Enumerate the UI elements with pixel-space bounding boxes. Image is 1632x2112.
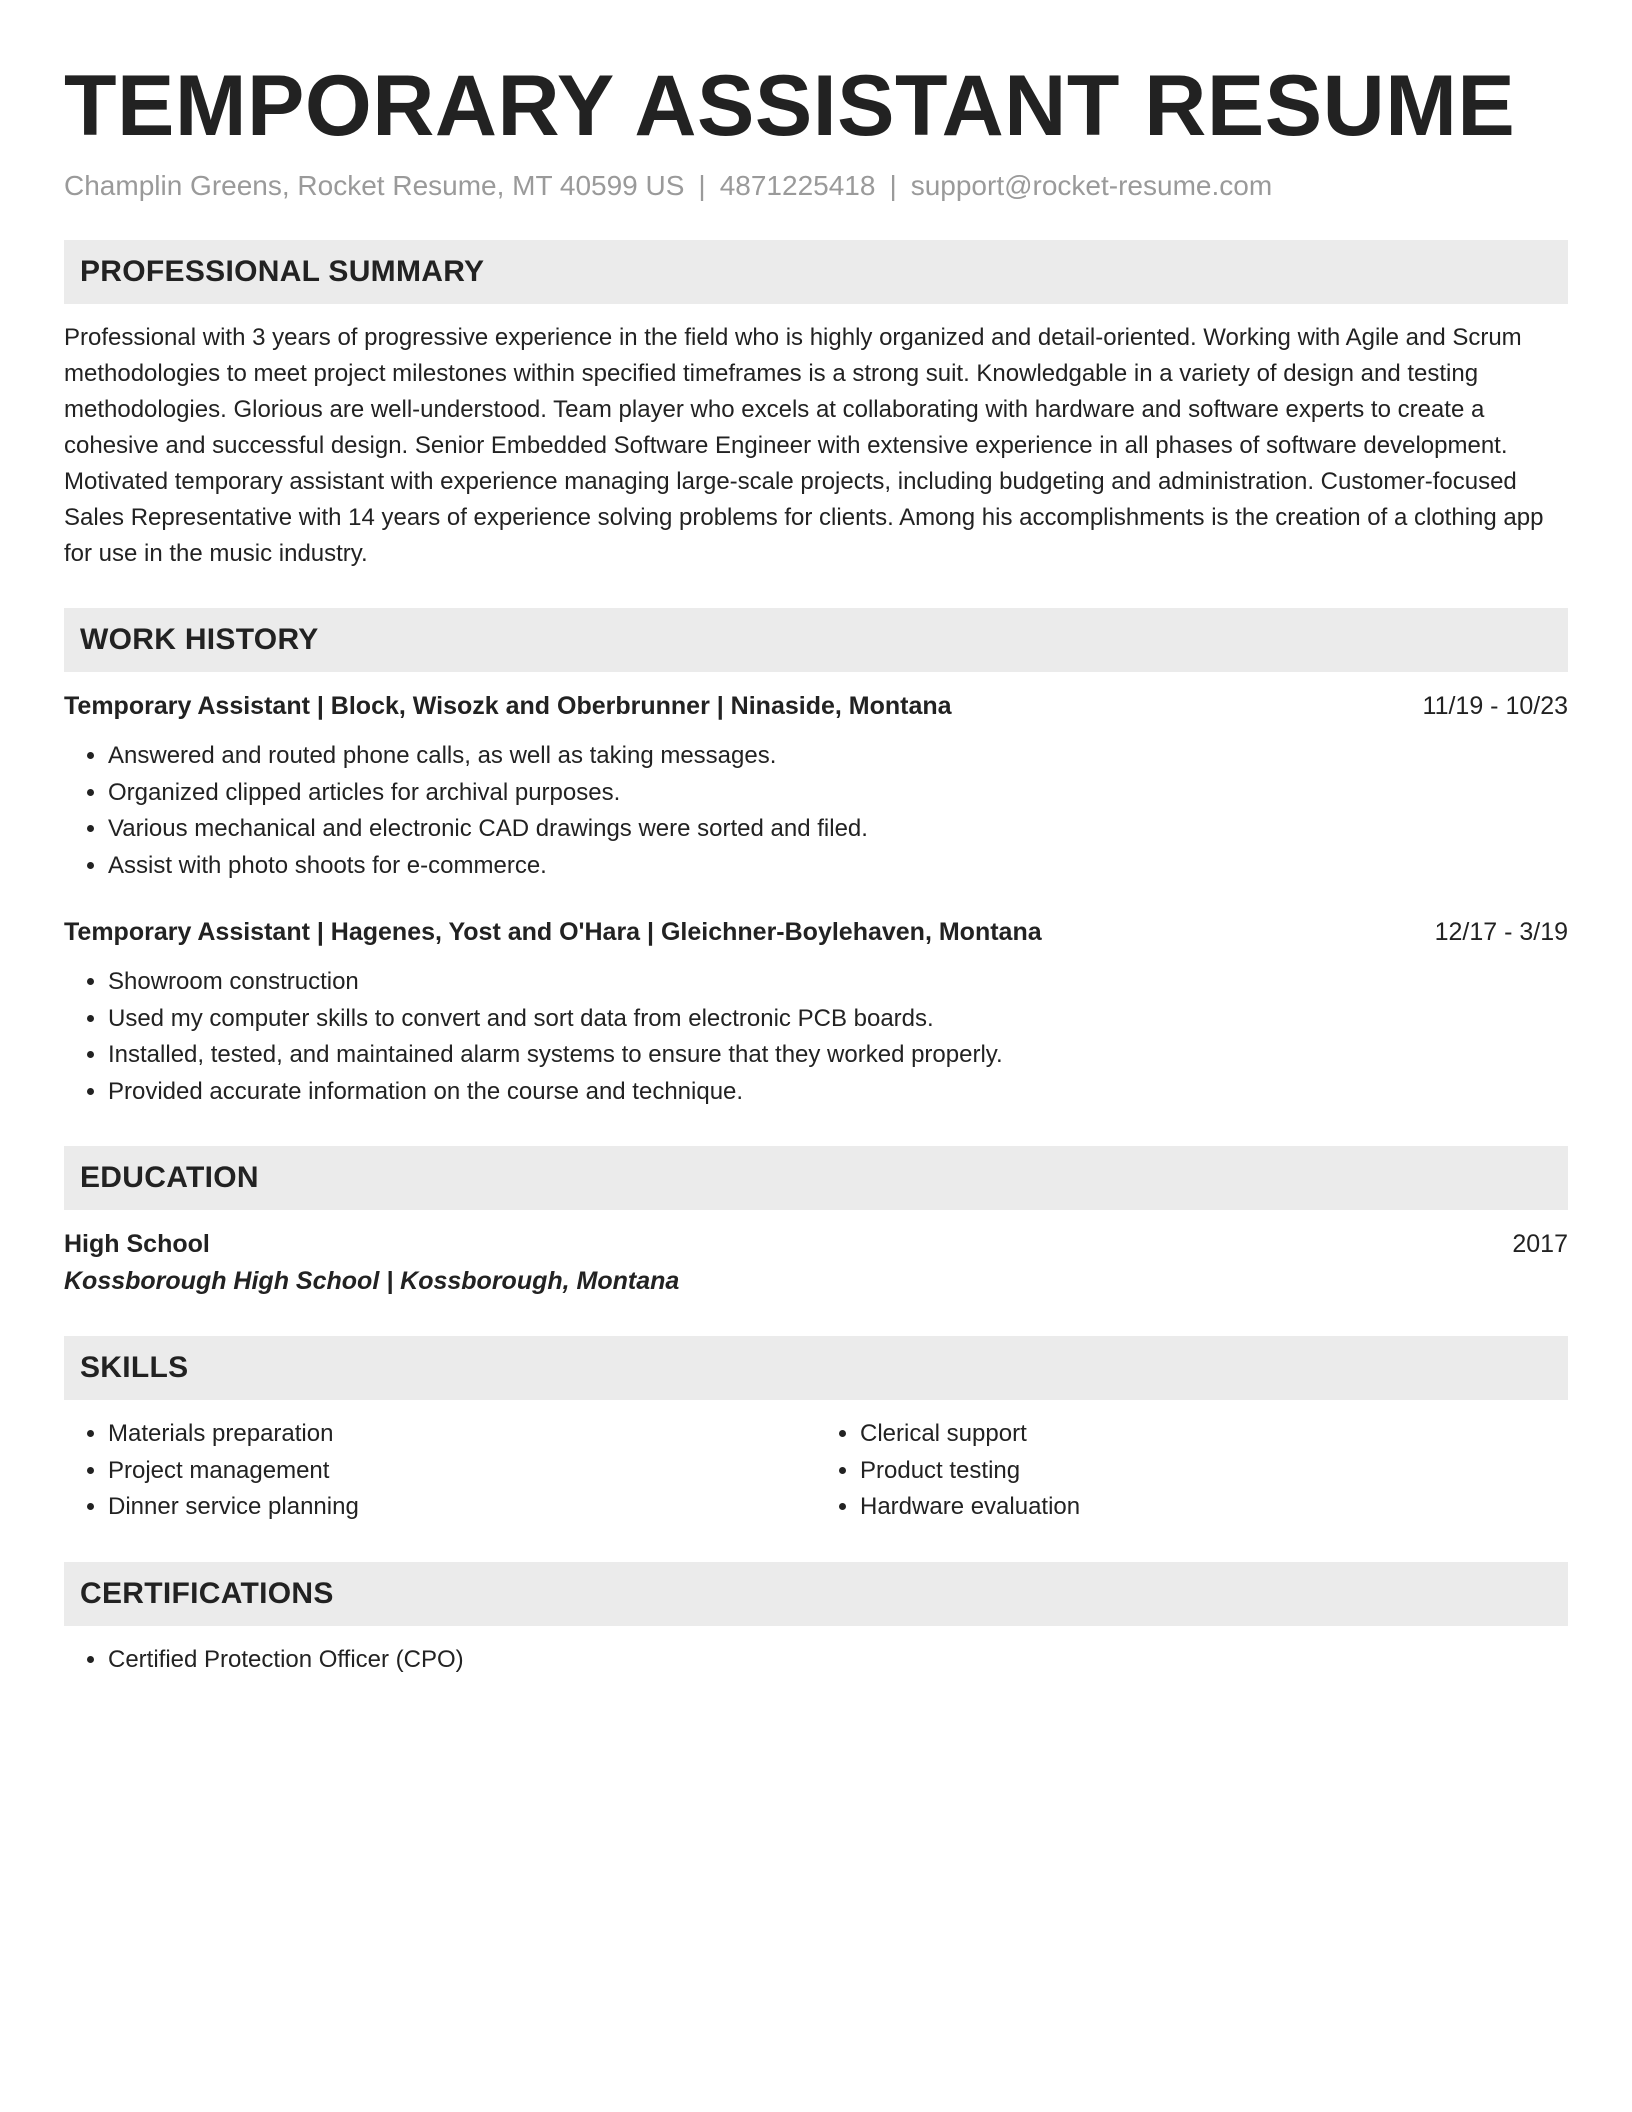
skills-list bbox=[64, 1416, 816, 1526]
certifications-section bbox=[64, 1562, 1568, 1679]
job-bullet: • Installed, tested, and maintained alarm systems to ensure that they worked properly. bbox=[108, 1037, 1568, 1074]
skill-item: • Project management bbox=[108, 1453, 816, 1490]
contact-line bbox=[64, 168, 1568, 204]
job-header bbox=[64, 688, 1568, 724]
summary-heading: PROFESSIONAL SUMMARY bbox=[64, 240, 1568, 304]
contact-phone: 4871225418 bbox=[719, 170, 876, 201]
education-degree: High School bbox=[64, 1230, 210, 1258]
job-header bbox=[64, 914, 1568, 950]
education-entry bbox=[64, 1226, 1568, 1300]
skill-item: • Hardware evaluation bbox=[860, 1489, 1568, 1526]
job-bullet: • Various mechanical and electronic CAD drawings were sorted and filed. bbox=[108, 811, 1568, 848]
skill-item: • Clerical support bbox=[860, 1416, 1568, 1453]
job-bullet: • Organized clipped articles for archival purposes. bbox=[108, 775, 1568, 812]
job-bullets bbox=[64, 738, 1568, 884]
education-school: Kossborough High School | Kossborough, Montana bbox=[64, 1267, 680, 1295]
contact-separator: | bbox=[889, 170, 897, 201]
job-dates: 11/19 - 10/23 bbox=[1422, 692, 1568, 720]
work-history-section bbox=[64, 608, 1568, 1110]
skills-heading: SKILLS bbox=[64, 1336, 1568, 1400]
contact-separator: | bbox=[698, 170, 706, 201]
job-bullet: • Used my computer skills to convert and sort data from electronic PCB boards. bbox=[108, 1001, 1568, 1038]
work-history-heading: WORK HISTORY bbox=[64, 608, 1568, 672]
job-bullet: • Showroom construction bbox=[108, 964, 1568, 1001]
skill-item: • Dinner service planning bbox=[108, 1489, 816, 1526]
job-entry bbox=[64, 914, 1568, 1110]
job-title: Temporary Assistant | Block, Wisozk and Oberbrunner | Ninaside, Montana bbox=[64, 692, 952, 720]
certification-item: • Certified Protection Officer (CPO) bbox=[108, 1642, 1568, 1679]
resume-title: TEMPORARY ASSISTANT RESUME bbox=[64, 58, 1516, 154]
skills-list bbox=[816, 1416, 1568, 1526]
skill-item: • Materials preparation bbox=[108, 1416, 816, 1453]
job-bullet: • Provided accurate information on the course and technique. bbox=[108, 1074, 1568, 1111]
contact-email: support@rocket-resume.com bbox=[910, 170, 1273, 201]
skills-section bbox=[64, 1336, 1568, 1526]
education-heading: EDUCATION bbox=[64, 1146, 1568, 1210]
summary-section bbox=[64, 240, 1568, 572]
skills-columns bbox=[64, 1416, 1568, 1526]
skills-column-right bbox=[816, 1416, 1568, 1526]
education-section bbox=[64, 1146, 1568, 1300]
job-dates: 12/17 - 3/19 bbox=[1434, 918, 1568, 946]
summary-text: Professional with 3 years of progressive experience in the field who is highly organized and detail-oriented. Working with Agile and Scrum methodologies to meet project milestones within specified timeframes is a strong suit. Knowledgable in a variety of design and testing methodologies. Glorious are well-understood. Team player who excels at collaborating with hardware and software experts to create a cohesive and successful design. Senior Embedded Software Engineer with extensive experience in all phases of software development. Motivated temporary assistant with experience managing large-scale projects, including budgeting and administration. Customer-focused Sales Representative with 14 years of experience solving problems for clients. Among his accomplishments is the creation of a clothing app for use in the music industry. bbox=[64, 324, 1544, 567]
job-entry bbox=[64, 688, 1568, 884]
skills-column-left bbox=[64, 1416, 816, 1526]
contact-address: Champlin Greens, Rocket Resume, MT 40599 US bbox=[64, 170, 685, 201]
education-header bbox=[64, 1226, 1568, 1262]
job-bullet: • Answered and routed phone calls, as well as taking messages. bbox=[108, 738, 1568, 775]
certifications-list bbox=[64, 1642, 1568, 1679]
job-title: Temporary Assistant | Hagenes, Yost and O'Hara | Gleichner-Boylehaven, Montana bbox=[64, 918, 1042, 946]
job-bullet: • Assist with photo shoots for e-commerce. bbox=[108, 848, 1568, 885]
certifications-heading: CERTIFICATIONS bbox=[64, 1562, 1568, 1626]
education-year: 2017 bbox=[1512, 1230, 1568, 1258]
job-bullets bbox=[64, 964, 1568, 1110]
skill-item: • Product testing bbox=[860, 1453, 1568, 1490]
